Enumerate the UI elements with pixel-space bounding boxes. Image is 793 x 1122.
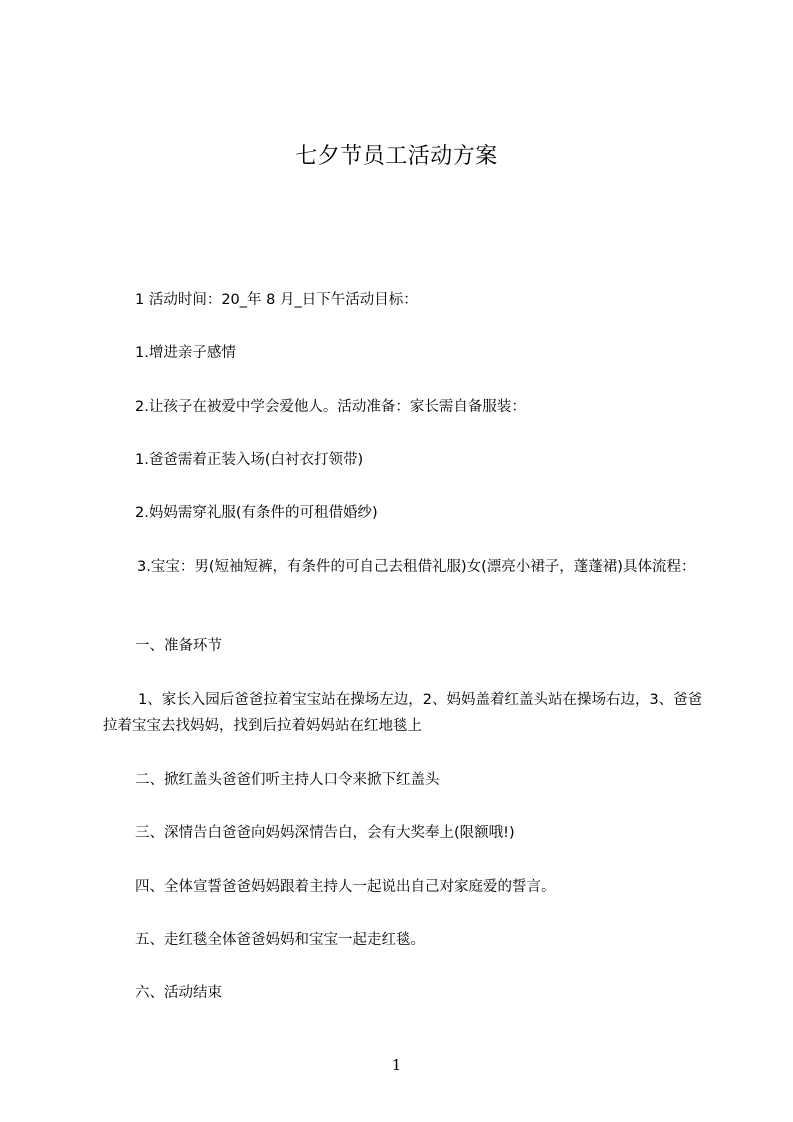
section-heading-oath: 四、全体宣誓爸爸妈妈跟着主持人一起说出自己对家庭爱的誓言。: [135, 879, 556, 895]
paragraph-prep-baby: 3.宝宝：男(短袖短裤，有条件的可自己去租借礼服)女(漂亮小裙子，蓬蓬裙)具体流程：: [137, 559, 696, 575]
section-heading-confession: 三、深情告白爸爸向妈妈深情告白，会有大奖奉上(限额哦!): [135, 825, 515, 841]
document-title: 七夕节员工活动方案: [295, 144, 498, 169]
section-heading-end: 六、活动结束: [135, 985, 222, 1001]
section-heading-veil: 二、掀红盖头爸爸们听主持人口令来掀下红盖头: [135, 772, 440, 788]
paragraph-activity-time: 1 活动时间：20_年 8 月_日下午活动目标：: [135, 292, 418, 308]
paragraph-preparation-steps: 1、家长入园后爸爸拉着宝宝站在操场左边，2、妈妈盖着红盖头站在操场右边，3、爸爸拉着宝宝去找妈妈，找到后拉着妈妈站在红地毯上: [103, 692, 703, 734]
paragraph-prep-dad: 1.爸爸需着正装入场(白衬衣打领带): [135, 452, 364, 468]
paragraph-goal-2: 2.让孩子在被爱中学会爱他人。活动准备：家长需自备服装：: [135, 399, 526, 415]
paragraph-goal-1: 1.增进亲子感情: [135, 345, 236, 361]
section-heading-preparation: 一、准备环节: [135, 638, 222, 654]
section-heading-red-carpet: 五、走红毯全体爸爸妈妈和宝宝一起走红毯。: [135, 932, 425, 948]
paragraph-prep-mom: 2.妈妈需穿礼服(有条件的可租借婚纱): [135, 505, 378, 521]
page-number: 1: [391, 1056, 402, 1074]
